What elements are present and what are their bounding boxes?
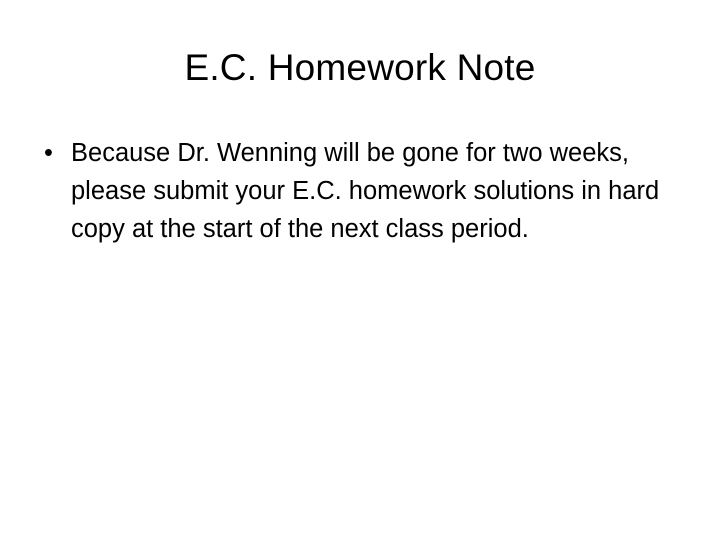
bullet-text: Because Dr. Wenning will be gone for two weeks, please submit your E.C. homework solutions in hard copy at the start of the next class period.	[71, 139, 660, 243]
bullet-list	[44, 134, 674, 248]
slide-title: E.C. Homework Note	[184, 47, 536, 88]
bullet-marker: •	[44, 139, 53, 167]
bullet-item	[44, 134, 674, 248]
